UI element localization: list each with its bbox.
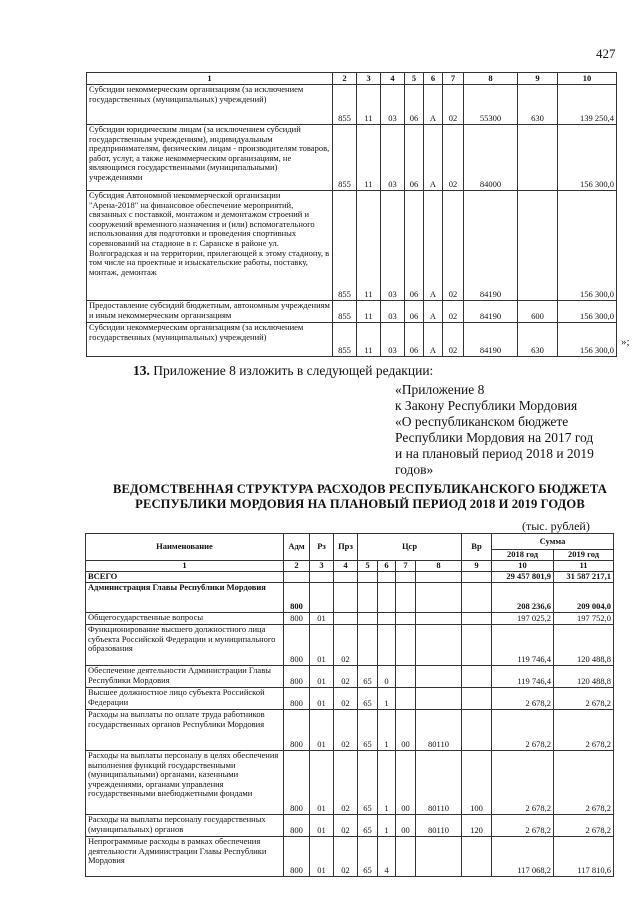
cell: 11: [357, 301, 381, 323]
cell: 11: [357, 125, 381, 191]
col-header-prz: Прз: [334, 534, 358, 561]
cell-amount: 139 250,4: [558, 85, 617, 125]
cell: 03: [381, 85, 405, 125]
cell: 01: [310, 666, 334, 688]
cell: 800: [284, 710, 310, 751]
cell: 855: [333, 85, 357, 125]
table-header-row: [87, 73, 617, 85]
cell: 1: [378, 815, 396, 837]
row-name: Обеспечение деятельности Администрации Главы Республики Мордовия: [86, 666, 284, 688]
table-row: [87, 125, 617, 191]
cell: 80110: [416, 815, 462, 837]
col-number: 8: [416, 561, 462, 572]
cell-2018: 119 746,4: [492, 625, 554, 666]
col-header: 10: [558, 73, 617, 85]
table-row: [86, 688, 614, 710]
cell: 02: [443, 125, 464, 191]
col-number: 7: [396, 561, 416, 572]
cell-2018: 208 236,6: [492, 583, 554, 613]
cell: 02: [334, 751, 358, 815]
cell: 03: [381, 301, 405, 323]
cell: [396, 837, 416, 877]
appendix-heading: [395, 382, 635, 478]
cell-amount: 156 300,0: [558, 301, 617, 323]
cell: 800: [284, 815, 310, 837]
cell: 01: [310, 710, 334, 751]
cell: 4: [378, 837, 396, 877]
cell: 600: [518, 301, 558, 323]
col-header-rz: Рз: [310, 534, 334, 561]
cell: 00: [396, 815, 416, 837]
cell-2018: 2 678,2: [492, 688, 554, 710]
cell: [378, 613, 396, 625]
table-row: [87, 191, 617, 301]
cell: 84190: [464, 323, 518, 357]
row-name: ВСЕГО: [86, 572, 284, 583]
page-number: 427: [596, 46, 616, 61]
cell-amount: 156 300,0: [558, 191, 617, 301]
col-number: 3: [310, 561, 334, 572]
table-row: [86, 837, 614, 877]
col-header-adm: Адм: [284, 534, 310, 561]
col-header: 2: [333, 73, 357, 85]
cell: 1: [378, 710, 396, 751]
cell: 800: [284, 666, 310, 688]
cell: [416, 583, 462, 613]
cell: 06: [405, 301, 424, 323]
row-name: Субсидии некоммерческим организациям (за исключением государственных (муниципальных) учреждений): [87, 85, 333, 125]
cell: 855: [333, 323, 357, 357]
cell: 65: [358, 666, 378, 688]
cell: [416, 837, 462, 877]
row-name: Субсидии юридическим лицам (за исключением субсидий государственным учреждениям), индивидуальным предпринимателям, физическим лицам - производителям товаров, работ, услуг, а также некоммерческим организациям, не являющимся государственными (муниципальными) учреждениями: [87, 125, 333, 191]
cell: 855: [333, 125, 357, 191]
cell: 65: [358, 837, 378, 877]
cell: А: [424, 191, 443, 301]
cell-2019: 31 587 217,1: [554, 572, 614, 583]
expenditure-table: [85, 533, 614, 877]
col-header-name: Наименование: [86, 534, 284, 561]
cell-2018: 197 025,2: [492, 613, 554, 625]
cell: [358, 583, 378, 613]
cell: [378, 583, 396, 613]
cell: 120: [462, 815, 492, 837]
row-name: Субсидия Автономной некоммерческой организации "Арена-2018" на финансовое обеспечение мероприятий, связанных с поставкой, монтажом и демонтажом строений и сооружений временного назначения и (или) вспомогательного использования для подготовки и проведения спортивных соревнований на стадионе в г. Саранске в районе ул. Волгоградская и на территории, прилегающей к этому стадиону, в том числе на проектные и изыскательские работы, поставку, монтаж, демонтаж: [87, 191, 333, 301]
cell: [462, 688, 492, 710]
item-13: [133, 363, 433, 379]
cell: А: [424, 323, 443, 357]
cell: [358, 625, 378, 666]
cell: 84000: [464, 125, 518, 191]
col-header-sum: Сумма: [492, 534, 614, 550]
cell: [396, 666, 416, 688]
cell: [334, 613, 358, 625]
cell-2019: 117 810,6: [554, 837, 614, 877]
cell-2018: 117 068,2: [492, 837, 554, 877]
row-name: Расходы на выплаты персоналу государственных (муниципальных) органов: [86, 815, 284, 837]
cell-2018: 119 746,4: [492, 666, 554, 688]
title-line: ВЕДОМСТВЕННАЯ СТРУКТУРА РАСХОДОВ РЕСПУБЛИКАНСКОГО БЮДЖЕТА: [113, 482, 607, 496]
cell: 11: [357, 323, 381, 357]
row-name: Администрация Главы Республики Мордовия: [86, 583, 284, 613]
cell: [416, 613, 462, 625]
cell: 55300: [464, 85, 518, 125]
cell: 02: [443, 323, 464, 357]
cell-2019: 197 752,0: [554, 613, 614, 625]
column-numbers-row: [86, 561, 614, 572]
cell-2018: 2 678,2: [492, 710, 554, 751]
table-row: [87, 301, 617, 323]
table-row-total: [86, 572, 614, 583]
cell: [358, 572, 378, 583]
cell: [334, 583, 358, 613]
col-number: 11: [554, 561, 614, 572]
cell: 02: [443, 191, 464, 301]
appendix-line: и на плановый период 2018 и 2019: [395, 446, 594, 461]
cell: 65: [358, 751, 378, 815]
cell: 630: [518, 323, 558, 357]
row-name: Функционирование высшего должностного лица субъекта Российской Федерации и муниципального образования: [86, 625, 284, 666]
table-row: [86, 666, 614, 688]
col-number: 9: [462, 561, 492, 572]
cell: 855: [333, 301, 357, 323]
cell: 65: [358, 710, 378, 751]
cell: А: [424, 125, 443, 191]
cell: 630: [518, 85, 558, 125]
cell-2018: 2 678,2: [492, 815, 554, 837]
cell: 02: [443, 85, 464, 125]
cell-2018: 29 457 801,9: [492, 572, 554, 583]
appendix-line: «О республиканском бюджете: [395, 414, 569, 429]
cell: 800: [284, 688, 310, 710]
table-row: [87, 85, 617, 125]
cell: 00: [396, 751, 416, 815]
col-header-2019: 2019 год: [554, 550, 614, 561]
cell-amount: 156 300,0: [558, 323, 617, 357]
cell: [284, 572, 310, 583]
cell: 02: [334, 625, 358, 666]
document-title: [88, 482, 632, 512]
cell: [462, 583, 492, 613]
cell: [462, 613, 492, 625]
col-header: 4: [381, 73, 405, 85]
cell: 84190: [464, 301, 518, 323]
cell: [396, 688, 416, 710]
table-continuation: [86, 72, 617, 357]
cell: [378, 625, 396, 666]
appendix-line: Республики Мордовия на 2017 год: [395, 430, 594, 445]
cell-2019: 209 004,0: [554, 583, 614, 613]
table-row: [86, 583, 614, 613]
cell: 65: [358, 815, 378, 837]
table-header-row: [86, 534, 614, 550]
cell: 01: [310, 815, 334, 837]
cell-2019: 120 488,8: [554, 625, 614, 666]
cell-2019: 120 488,8: [554, 666, 614, 688]
cell: 800: [284, 837, 310, 877]
row-name: Расходы на выплаты по оплате труда работников государственных органов Республики Мордовия: [86, 710, 284, 751]
cell: 800: [284, 613, 310, 625]
cell: 01: [310, 751, 334, 815]
cell: 06: [405, 85, 424, 125]
row-name: Субсидии некоммерческим организациям (за исключением государственных (муниципальных) учреждений): [87, 323, 333, 357]
quote-end-mark: »;: [621, 336, 630, 348]
item-text: Приложение 8 изложить в следующей редакции:: [153, 363, 434, 378]
cell: [396, 572, 416, 583]
cell: 800: [284, 751, 310, 815]
cell: 03: [381, 125, 405, 191]
row-name: Предоставление субсидий бюджетным, автономным учреждениям и иным некоммерческим организациям: [87, 301, 333, 323]
cell: 80110: [416, 751, 462, 815]
cell: 06: [405, 323, 424, 357]
cell: 02: [443, 301, 464, 323]
col-header: 7: [443, 73, 464, 85]
col-number: 1: [86, 561, 284, 572]
cell: [462, 837, 492, 877]
cell: А: [424, 85, 443, 125]
col-number: 4: [334, 561, 358, 572]
col-header: 8: [464, 73, 518, 85]
cell: 1: [378, 688, 396, 710]
row-name: Непрограммные расходы в рамках обеспечения деятельности Администрации Главы Республики Мордовия: [86, 837, 284, 877]
cell: 1: [378, 751, 396, 815]
cell: 06: [405, 125, 424, 191]
cell: [396, 625, 416, 666]
cell: [416, 666, 462, 688]
cell: 800: [284, 625, 310, 666]
cell: 00: [396, 710, 416, 751]
cell: 84190: [464, 191, 518, 301]
cell: [310, 583, 334, 613]
col-number: 6: [378, 561, 396, 572]
col-number: 5: [358, 561, 378, 572]
cell: 0: [378, 666, 396, 688]
cell: [462, 666, 492, 688]
cell-2019: 2 678,2: [554, 688, 614, 710]
cell: [310, 572, 334, 583]
cell-2019: 2 678,2: [554, 751, 614, 815]
cell: 800: [284, 583, 310, 613]
col-header: 3: [357, 73, 381, 85]
cell: [396, 583, 416, 613]
units-label: (тыс. рублей): [522, 519, 590, 533]
cell-amount: 156 300,0: [558, 125, 617, 191]
col-header: 1: [87, 73, 333, 85]
table-row: [86, 613, 614, 625]
cell: 855: [333, 191, 357, 301]
row-name: Общегосударственные вопросы: [86, 613, 284, 625]
cell: 06: [405, 191, 424, 301]
appendix-line: к Закону Республики Мордовия: [395, 398, 578, 413]
cell: [462, 625, 492, 666]
title-line: РЕСПУБЛИКИ МОРДОВИЯ НА ПЛАНОВЫЙ ПЕРИОД 2018 И 2019 ГОДОВ: [135, 497, 585, 511]
table-row: [86, 751, 614, 815]
cell: 02: [334, 688, 358, 710]
cell: 100: [462, 751, 492, 815]
cell: 11: [357, 85, 381, 125]
cell-2019: 2 678,2: [554, 710, 614, 751]
cell-2018: 2 678,2: [492, 751, 554, 815]
table-row: [86, 710, 614, 751]
cell: 02: [334, 815, 358, 837]
cell: [518, 191, 558, 301]
cell: 02: [334, 666, 358, 688]
cell: 65: [358, 688, 378, 710]
item-number: 13.: [133, 363, 150, 378]
cell: [378, 572, 396, 583]
col-number: 10: [492, 561, 554, 572]
cell: 03: [381, 323, 405, 357]
cell: [334, 572, 358, 583]
cell: 11: [357, 191, 381, 301]
cell: [396, 613, 416, 625]
cell: [416, 625, 462, 666]
cell: [462, 710, 492, 751]
cell: 01: [310, 837, 334, 877]
col-header-2018: 2018 год: [492, 550, 554, 561]
cell: 02: [334, 837, 358, 877]
cell: А: [424, 301, 443, 323]
row-name: Высшее должностное лицо субъекта Российской Федерации: [86, 688, 284, 710]
cell: 03: [381, 191, 405, 301]
col-header: 9: [518, 73, 558, 85]
cell: [358, 613, 378, 625]
cell: 01: [310, 613, 334, 625]
col-header-csr: Цср: [358, 534, 462, 561]
cell: 02: [334, 710, 358, 751]
cell-2019: 2 678,2: [554, 815, 614, 837]
col-header-vr: Вр: [462, 534, 492, 561]
cell: [518, 125, 558, 191]
appendix-line: «Приложение 8: [395, 382, 485, 397]
row-name: Расходы на выплаты персоналу в целях обеспечения выполнения функций государственными (муниципальными) органами, казенными учреждениями, органами управления государственными внебюджетными фондами: [86, 751, 284, 815]
col-header: 5: [405, 73, 424, 85]
table-row: [86, 815, 614, 837]
appendix-line: годов»: [395, 462, 434, 477]
cell: 01: [310, 688, 334, 710]
cell: 01: [310, 625, 334, 666]
col-number: 2: [284, 561, 310, 572]
cell: [462, 572, 492, 583]
cell: 80110: [416, 710, 462, 751]
col-header: 6: [424, 73, 443, 85]
table-row: [87, 323, 617, 357]
cell: [416, 688, 462, 710]
table-row: [86, 625, 614, 666]
cell: [416, 572, 462, 583]
